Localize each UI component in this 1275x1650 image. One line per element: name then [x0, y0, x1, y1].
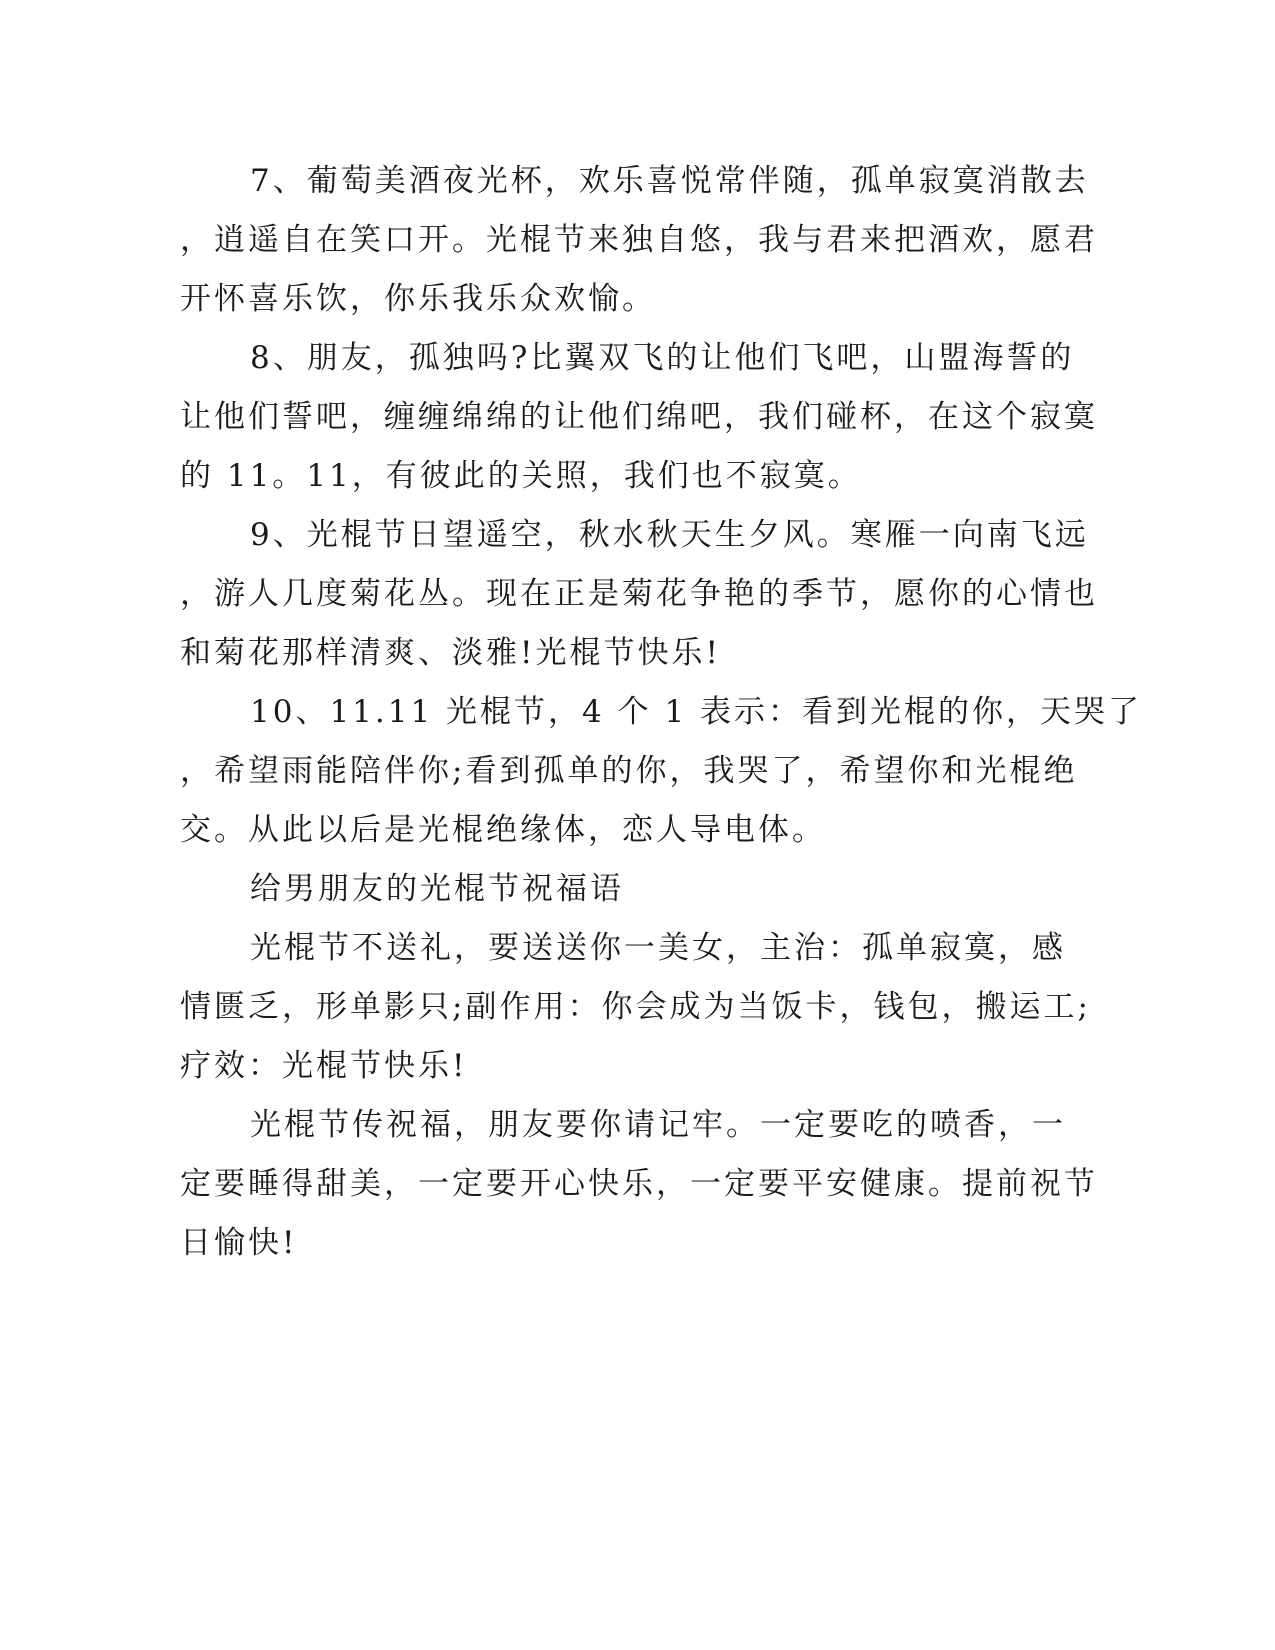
paragraph-gift-line-1: 光棍节不送礼，要送送你一美女，主治：孤单寂寞，感: [250, 930, 1066, 966]
paragraph-9-line-2: ，游人几度菊花丛。现在正是菊花争艳的季节，愿你的心情也: [180, 576, 1098, 612]
paragraph-8-line-2: 让他们誓吧，缠缠绵绵的让他们绵吧，我们碰杯，在这个寂寞: [180, 399, 1098, 435]
paragraph-7-line-1: 7、葡萄美酒夜光杯，欢乐喜悦常伴随，孤单寂寞消散去: [250, 163, 1089, 199]
paragraph-gift-line-3: 疗效：光棍节快乐!: [180, 1048, 468, 1084]
paragraph-9-line-1: 9、光棍节日望遥空，秋水秋天生夕风。寒雁一向南飞远: [250, 517, 1089, 553]
paragraph-10-line-2: ，希望雨能陪伴你;看到孤单的你，我哭了，希望你和光棍绝: [180, 753, 1078, 789]
paragraph-10-line-1: 10、11.11 光棍节，4 个 1 表示：看到光棍的你，天哭了: [250, 694, 1143, 730]
paragraph-gift-line-2: 情匮乏，形单影只;副作用：你会成为当饭卡，钱包，搬运工;: [180, 989, 1091, 1025]
paragraph-7-line-2: ，逍遥自在笑口开。光棍节来独自悠，我与君来把酒欢，愿君: [180, 222, 1098, 258]
paragraph-7-line-3: 开怀喜乐饮，你乐我乐众欢愉。: [180, 281, 656, 317]
paragraph-blessing-line-2: 定要睡得甜美，一定要开心快乐，一定要平安健康。提前祝节: [180, 1166, 1098, 1202]
paragraph-9-line-3: 和菊花那样清爽、淡雅!光棍节快乐!: [180, 635, 721, 671]
paragraph-blessing-line-1: 光棍节传祝福，朋友要你请记牢。一定要吃的喷香，一: [250, 1107, 1066, 1143]
paragraph-8-line-3: 的 11。11，有彼此的关照，我们也不寂寞。: [180, 458, 862, 494]
document-body: [180, 152, 1143, 1273]
paragraph-10-line-3: 交。从此以后是光棍绝缘体，恋人导电体。: [180, 812, 826, 848]
paragraph-blessing-line-3: 日愉快!: [180, 1225, 298, 1261]
section-heading: 给男朋友的光棍节祝福语: [250, 871, 624, 907]
paragraph-8-line-1: 8、朋友，孤独吗?比翼双飞的让他们飞吧，山盟海誓的: [250, 340, 1075, 376]
